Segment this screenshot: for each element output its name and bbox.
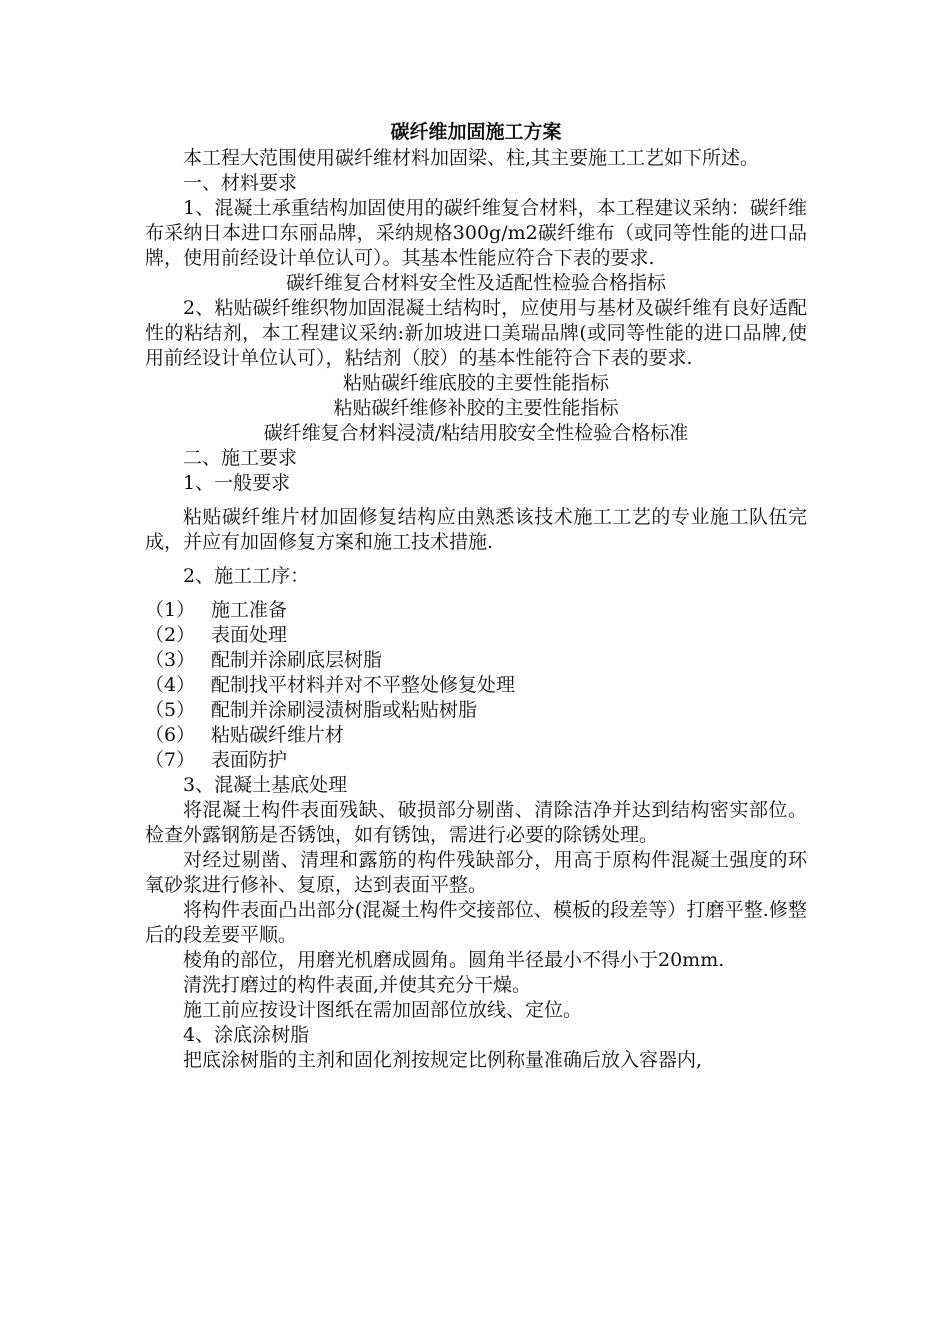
procedure-list xyxy=(145,598,807,773)
step-number: （6） xyxy=(145,724,196,746)
list-item xyxy=(145,698,807,723)
subsection4-heading: 4、涂底涂树脂 xyxy=(183,1024,310,1046)
subsection3-paragraph: 将混凝土构件表面残缺、破损部分剔凿、清除洁净并达到结构密实部位。检查外露钢筋是否锈蚀，如有锈蚀，需进行必要的除锈处理。 xyxy=(145,799,807,846)
section1-paragraph-1: 1、混凝土承重结构加固使用的碳纤维复合材料，本工程建议采纳：碳纤维布采纳日本进口东丽品牌，采纳规格300g/m2碳纤维布（或同等性能的进口品牌，使用前经设计单位认可）。其基本性能应符合下表的要求. xyxy=(145,197,807,269)
section1-paragraph-2: 2、粘贴碳纤维织物加固混凝土结构时，应使用与基材及碳纤维有良好适配性的粘结剂，本工程建议采纳:新加坡进口美瑞品牌(或同等性能的进口品牌,使用前经设计单位认可），粘结剂（胶）的基本性能符合下表的要求. xyxy=(145,297,807,369)
subsection3-paragraph: 对经过剔凿、清理和露筋的构件残缺部分，用高于原构件混凝土强度的环氧砂浆进行修补、复原，达到表面平整。 xyxy=(145,849,807,896)
subsection4-paragraph: 把底涂树脂的主剂和固化剂按规定比例称量准确后放入容器内, xyxy=(183,1049,703,1071)
list-item xyxy=(145,673,807,698)
table-caption-2: 粘贴碳纤维底胶的主要性能指标 xyxy=(342,372,609,394)
list-item xyxy=(145,623,807,648)
list-item xyxy=(145,748,807,773)
step-text: 配制找平材料并对不平整处修复处理 xyxy=(211,674,516,696)
step-number: （5） xyxy=(145,699,196,721)
step-number: （4） xyxy=(145,674,196,696)
list-item xyxy=(145,598,807,623)
list-item xyxy=(145,723,807,748)
subsection3-heading: 3、混凝土基底处理 xyxy=(183,774,348,796)
step-number: （1） xyxy=(145,599,196,621)
section1-heading: 一、材料要求 xyxy=(183,172,298,194)
step-text: 表面处理 xyxy=(211,624,288,646)
subsection1-paragraph: 粘贴碳纤维片材加固修复结构应由熟悉该技术施工工艺的专业施工队伍完成，并应有加固修复方案和施工技术措施. xyxy=(145,506,807,553)
table-caption-4: 碳纤维复合材料浸渍/粘结用胶安全性检验合格标准 xyxy=(263,422,689,444)
intro-paragraph: 本工程大范围使用碳纤维材料加固梁、柱,其主要施工工艺如下所述。 xyxy=(183,147,760,169)
subsection3-paragraph: 棱角的部位，用磨光机磨成圆角。圆角半径最小不得小于20mm. xyxy=(183,949,725,971)
subsection3-paragraph: 施工前应按设计图纸在需加固部位放线、定位。 xyxy=(183,999,583,1021)
subsection3-paragraph: 将构件表面凸出部分(混凝土构件交接部位、模板的段差等）打磨平整.修整后的段差要平顺。 xyxy=(145,899,807,946)
step-text: 配制并涂刷浸渍树脂或粘贴树脂 xyxy=(211,699,478,721)
step-number: （2） xyxy=(145,624,196,646)
subsection2-heading: 2、施工工序： xyxy=(183,565,310,587)
step-text: 施工准备 xyxy=(211,599,288,621)
step-text: 表面防护 xyxy=(211,749,288,771)
list-item xyxy=(145,648,807,673)
step-number: （7） xyxy=(145,749,196,771)
table-caption-1: 碳纤维复合材料安全性及适配性检验合格指标 xyxy=(285,272,666,294)
document-title: 碳纤维加固施工方案 xyxy=(390,121,562,143)
subsection3-paragraph: 清洗打磨过的构件表面,并使其充分干燥。 xyxy=(183,974,532,996)
section2-heading: 二、施工要求 xyxy=(183,447,298,469)
step-text: 粘贴碳纤维片材 xyxy=(211,724,345,746)
step-number: （3） xyxy=(145,649,196,671)
subsection1-heading: 1、一般要求 xyxy=(183,472,291,494)
step-text: 配制并涂刷底层树脂 xyxy=(211,649,383,671)
table-caption-3: 粘贴碳纤维修补胶的主要性能指标 xyxy=(333,397,619,419)
document-page xyxy=(145,118,807,1073)
